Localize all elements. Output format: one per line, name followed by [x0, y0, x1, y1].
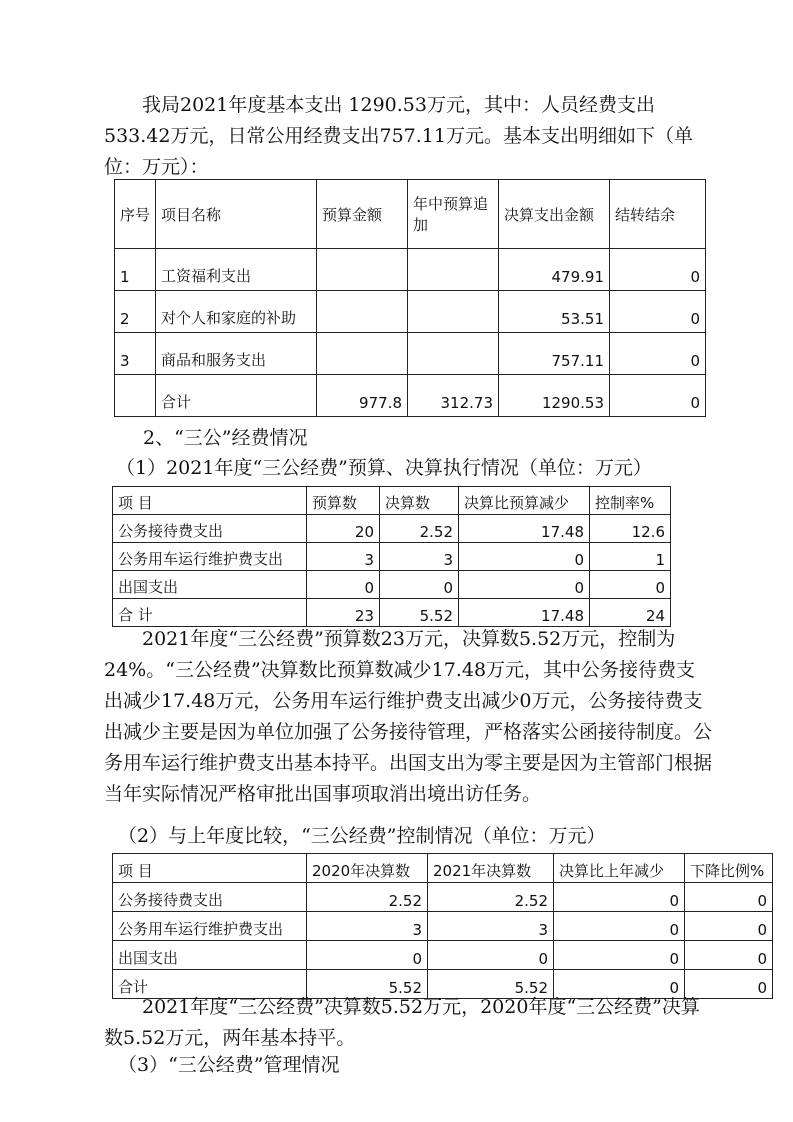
table-row	[115, 249, 706, 291]
cell-carryover: 0	[610, 249, 706, 291]
subheading-management: （3）“三公经费”管理情况	[118, 1054, 340, 1076]
cell-reduction: 0	[554, 941, 685, 970]
comparison-paragraph: 2021年度“三公经费”决算数5.52万元，2020年度“三公经费”决算数5.52万元，两年基本持平。	[104, 996, 700, 1049]
cell-item: 出国支出	[113, 571, 307, 599]
budget-analysis-paragraph: 2021年度“三公经费”预算数23万元，决算数5.52万元，控制为24%。“三公经费”决算数比预算数减少17.48万元，其中公务接待费支出减少17.48万元，公务用车运行维护费支出减少0万元，公务接待费支出减少主要是因为单位加强了公务接待管理，严格落实公函接待制度。公务用车运行维护费支出基本持平。出国支出为零主要是因为主管部门根据当年实际情况严格审批出国事项取消出境出访任务。	[104, 628, 713, 805]
header-reduction: 决算比预算减少	[459, 487, 590, 515]
intro-paragraph: 我局2021年度基本支出 1290.53万元，其中：人员经费支出533.42万元，日常公用经费支出757.11万元。基本支出明细如下（单位：万元）：	[104, 94, 693, 178]
header-reduction: 决算比上年减少	[554, 854, 685, 883]
cell-2020-final: 3	[307, 912, 428, 941]
cell-item-name: 对个人和家庭的补助	[156, 291, 317, 333]
cell-carryover: 0	[610, 333, 706, 375]
cell-2020-final: 2.52	[307, 883, 428, 912]
cell-final: 5.52	[380, 599, 459, 627]
cell-reduction: 17.48	[459, 515, 590, 543]
table-total-row	[113, 599, 671, 627]
three-public-budget-table	[112, 486, 671, 627]
header-item: 项 目	[113, 487, 307, 515]
cell-reduction: 0	[554, 970, 685, 999]
cell-budget	[317, 249, 408, 291]
cell-item: 公务用车运行维护费支出	[113, 912, 307, 941]
header-mid-year-add: 年中预算追加	[408, 180, 499, 249]
cell-budget: 3	[307, 543, 380, 571]
cell-carryover: 0	[610, 291, 706, 333]
basic-expenditure-table	[114, 179, 706, 417]
cell-2021-final: 2.52	[428, 883, 554, 912]
table-row	[113, 912, 773, 941]
cell-item: 出国支出	[113, 941, 307, 970]
cell-carryover: 0	[610, 375, 706, 417]
section2-heading: 2、“三公”经费情况	[143, 427, 308, 449]
cell-final: 3	[380, 543, 459, 571]
cell-final-expenditure: 53.51	[499, 291, 610, 333]
subheading-budget-execution: （1）2021年度“三公经费”预算、决算执行情况（单位：万元）	[116, 457, 652, 479]
cell-final: 0	[380, 571, 459, 599]
cell-2021-final: 3	[428, 912, 554, 941]
table-row	[115, 291, 706, 333]
header-budget: 预算金额	[317, 180, 408, 249]
cell-control-rate: 0	[590, 571, 671, 599]
table-row	[113, 571, 671, 599]
header-final: 决算数	[380, 487, 459, 515]
cell-2021-final: 0	[428, 941, 554, 970]
table-row	[115, 333, 706, 375]
cell-mid-year-add	[408, 291, 499, 333]
cell-item-name: 合计	[156, 375, 317, 417]
cell-item: 公务接待费支出	[113, 883, 307, 912]
table-row	[113, 543, 671, 571]
cell-2020-final: 0	[307, 941, 428, 970]
cell-seq: 1	[115, 249, 156, 291]
table-total-row	[115, 375, 706, 417]
cell-control-rate: 12.6	[590, 515, 671, 543]
cell-budget: 23	[307, 599, 380, 627]
header-budget: 预算数	[307, 487, 380, 515]
table-row	[113, 883, 773, 912]
table-header-row	[115, 180, 706, 249]
cell-reduction: 17.48	[459, 599, 590, 627]
header-item-name: 项目名称	[156, 180, 317, 249]
table-header-row	[113, 854, 773, 883]
table-row	[113, 941, 773, 970]
cell-final-expenditure: 1290.53	[499, 375, 610, 417]
header-final-expenditure: 决算支出金额	[499, 180, 610, 249]
header-control-rate: 控制率%	[590, 487, 671, 515]
cell-reduction: 0	[554, 912, 685, 941]
header-seq: 序号	[115, 180, 156, 249]
cell-reduction: 0	[459, 571, 590, 599]
cell-budget: 20	[307, 515, 380, 543]
cell-mid-year-add: 312.73	[408, 375, 499, 417]
header-carryover: 结转结余	[610, 180, 706, 249]
header-2020-final: 2020年决算数	[307, 854, 428, 883]
table-row	[113, 515, 671, 543]
table-header-row	[113, 487, 671, 515]
cell-budget: 0	[307, 571, 380, 599]
cell-item: 公务用车运行维护费支出	[113, 543, 307, 571]
subheading-year-comparison: （2）与上年度比较，“三公经费”控制情况（单位：万元）	[118, 825, 606, 847]
cell-final-expenditure: 757.11	[499, 333, 610, 375]
cell-mid-year-add	[408, 333, 499, 375]
cell-decline-rate: 0	[685, 912, 773, 941]
cell-item: 合 计	[113, 599, 307, 627]
cell-seq	[115, 375, 156, 417]
cell-decline-rate: 0	[685, 941, 773, 970]
cell-item: 合计	[113, 970, 307, 999]
cell-decline-rate: 0	[685, 883, 773, 912]
cell-seq: 2	[115, 291, 156, 333]
cell-reduction: 0	[554, 883, 685, 912]
header-decline-rate: 下降比例%	[685, 854, 773, 883]
cell-2020-final: 5.52	[307, 970, 428, 999]
cell-budget: 977.8	[317, 375, 408, 417]
cell-final-expenditure: 479.91	[499, 249, 610, 291]
header-item: 项 目	[113, 854, 307, 883]
cell-item-name: 商品和服务支出	[156, 333, 317, 375]
cell-decline-rate: 0	[685, 970, 773, 999]
cell-reduction: 0	[459, 543, 590, 571]
cell-budget	[317, 333, 408, 375]
cell-control-rate: 1	[590, 543, 671, 571]
cell-item-name: 工资福利支出	[156, 249, 317, 291]
cell-2021-final: 5.52	[428, 970, 554, 999]
header-2021-final: 2021年决算数	[428, 854, 554, 883]
cell-final: 2.52	[380, 515, 459, 543]
cell-mid-year-add	[408, 249, 499, 291]
cell-seq: 3	[115, 333, 156, 375]
cell-item: 公务接待费支出	[113, 515, 307, 543]
cell-control-rate: 24	[590, 599, 671, 627]
year-comparison-table	[112, 853, 773, 999]
cell-budget	[317, 291, 408, 333]
